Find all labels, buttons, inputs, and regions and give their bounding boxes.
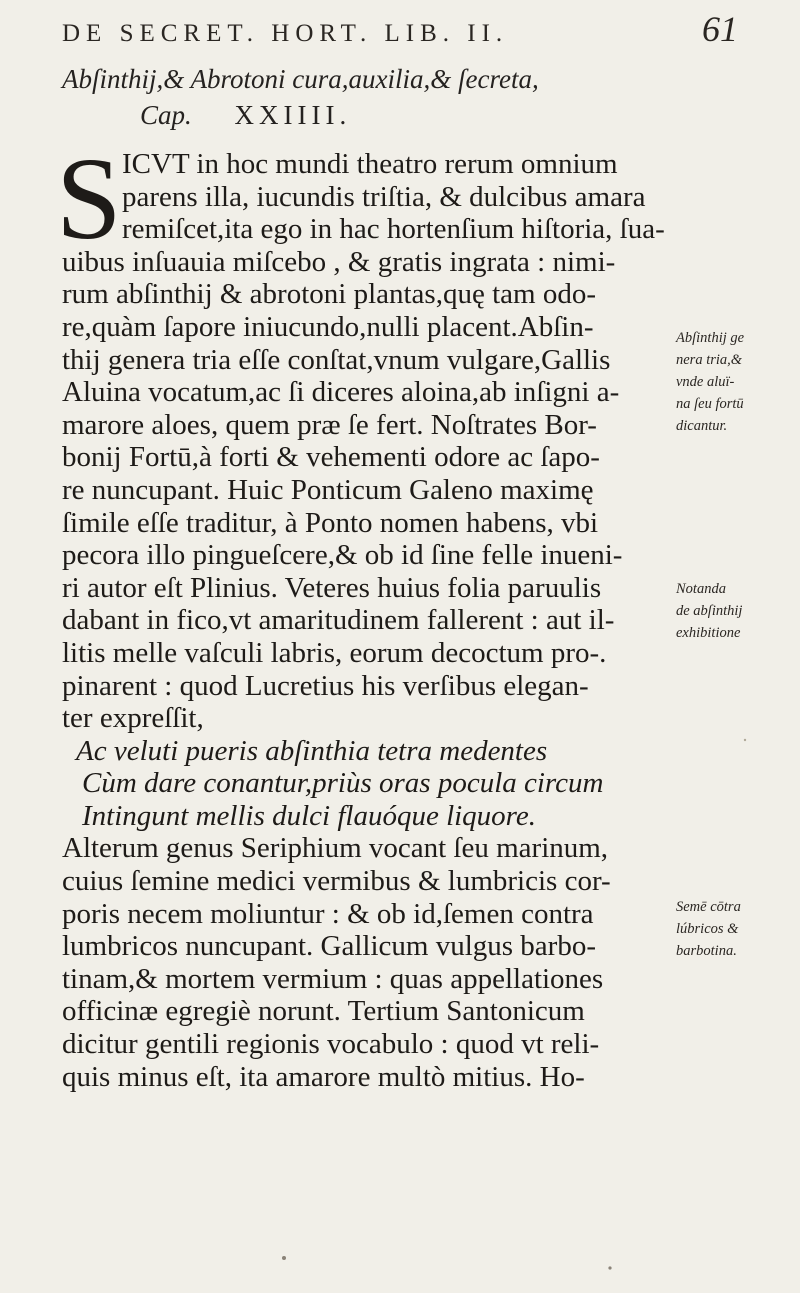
text-line: parens illa, iucundis triſtia, & dulcibus amara (122, 180, 646, 213)
chapter-cap-label: Cap. (140, 100, 192, 130)
ink-speck (282, 1256, 286, 1260)
drop-cap: S (56, 133, 122, 264)
running-head: DE SECRET. HORT. LIB. II. (62, 20, 509, 47)
chapter-title: Abſinthij,& Abrotoni cura,auxilia,& ſecreta, (62, 64, 539, 94)
text-line: ICVT in hoc mundi theatro rerum omnium (122, 148, 618, 180)
text-line: thij genera tria eſſe conſtat,vnum vulgare,Gallis (62, 343, 611, 376)
marginal-line: barbotina. (676, 943, 737, 959)
marginal-line: lúbricos & (676, 921, 739, 937)
text-line: officinæ egregiè norunt. Tertium Santonicum (62, 995, 585, 1028)
text-line: cuius ſemine medici vermibus & lumbricis cor- (62, 865, 611, 898)
chapter-number: XXIIII. (234, 100, 352, 130)
text-line: ter expreſſit, (62, 702, 204, 735)
text-line: bonij Fortū,à forti & vehementi odore ac ſapo- (62, 441, 600, 474)
verse-line: Intingunt mellis dulci flauóque liquore. (82, 799, 537, 832)
text-line: quis minus eſt, ita amarore multò mitius. Ho- (62, 1060, 585, 1093)
marginal-line: exhibitione (676, 625, 741, 641)
text-line: pecora illo pingueſcere,& ob id ſine felle inueni- (62, 539, 623, 572)
text-line: pinarent : quod Lucretius his verſibus elegan- (62, 669, 589, 702)
text-line: Aluina vocatum,ac ſi diceres aloina,ab inſigni a- (62, 376, 620, 409)
marginal-line: na ſeu fortū (676, 396, 744, 412)
text-line: dicitur gentili regionis vocabulo : quod vt reli- (62, 1028, 600, 1061)
text-line: rum abſinthij & abrotoni plantas,quę tam odo- (62, 278, 596, 311)
verse-line: Cùm dare conantur,priùs oras pocula circum (82, 767, 604, 800)
ink-speck (608, 1266, 611, 1269)
ink-speck (744, 739, 746, 741)
text-line: re,quàm ſapore iniucundo,nulli placent.Abſin- (62, 310, 594, 343)
text-line: tinam,& mortem vermium : quas appellationes (62, 962, 604, 995)
text-line: litis melle vaſculi labris, eorum decoctum pro-. (62, 636, 607, 669)
text-line: ſimile eſſe traditur, à Ponto nomen habens, vbi (62, 506, 599, 539)
page-number: 61 (702, 9, 738, 49)
marginal-line: Abſinthij ge (676, 330, 745, 346)
text-line: dabant in fico,vt amaritudinem fallerent : aut il- (62, 604, 615, 637)
text-line: uibus inſuauia miſcebo , & gratis ingrata : nimi- (62, 245, 616, 278)
text-line: marore aloes, quem præ ſe fert. Noſtrates Bor- (62, 408, 597, 441)
marginal-line: Semē cōtra (676, 899, 741, 915)
text-line: ri autor eſt Plinius. Veteres huius folia paruulis (62, 571, 602, 604)
text-line: remiſcet,ita ego in hac hortenſium hiſtoria, ſua- (122, 213, 665, 246)
text-line: lumbricos nuncupant. Gallicum vulgus barbo- (62, 930, 596, 963)
marginal-line: vnde aluï- (676, 374, 735, 390)
text-line: Alterum genus Seriphium vocant ſeu marinum, (62, 832, 609, 865)
text-line: poris necem moliuntur : & ob id,ſemen contra (62, 897, 594, 930)
marginal-line: nera tria,& (676, 352, 743, 368)
marginal-line: de abſinthij (676, 603, 743, 619)
marginal-line: Notanda (676, 581, 726, 597)
marginal-line: dicantur. (676, 418, 728, 434)
verse-line: Ac veluti pueris abſinthia tetra medentes (76, 734, 548, 767)
text-line: re nuncupant. Huic Ponticum Galeno maximę (62, 473, 594, 506)
